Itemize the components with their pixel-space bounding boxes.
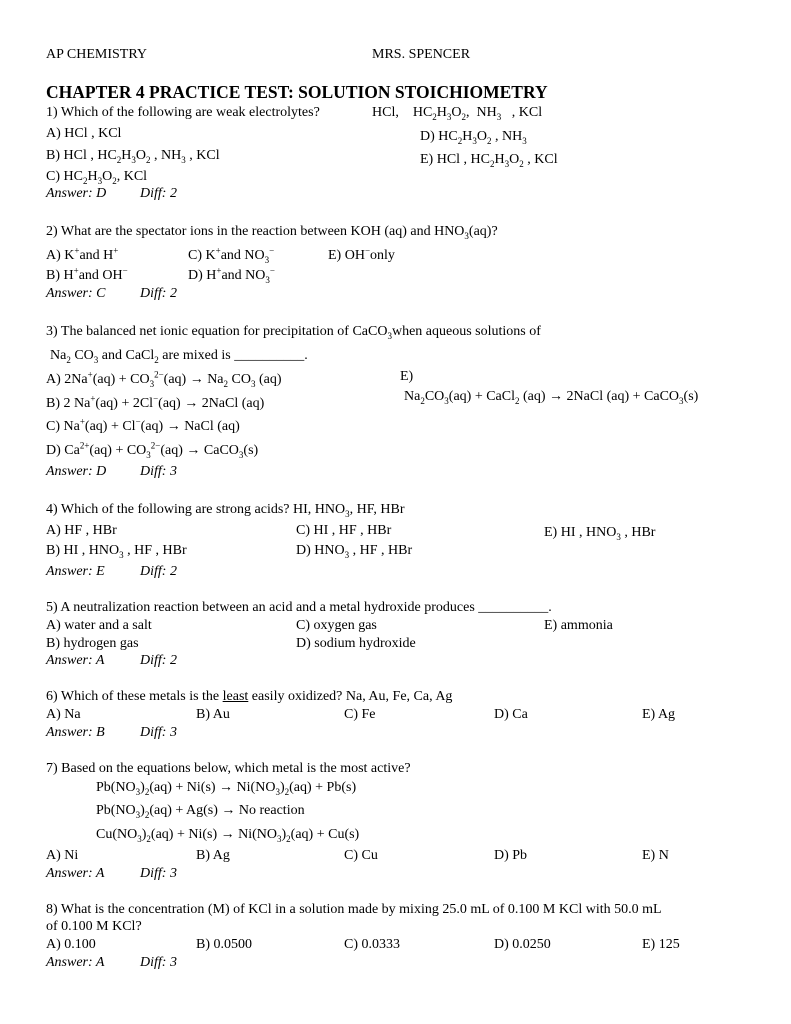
q4-option-b: B) HI , $HNO_3$ , HF , HBr	[46, 543, 187, 560]
q2-option-e: E) OH−only	[328, 245, 395, 263]
q8-answer: Answer: A	[46, 955, 105, 970]
q6-prompt: 6) Which of these metals is the least easily oxidized? Na, Au, Fe, Ca, Ag	[46, 689, 453, 704]
q4-option-c: C) HI , HF , HBr	[296, 523, 392, 538]
q3-option-d: D) $Ca^{2+}(aq) + CO_3^{2-}(aq)$ → CaCO$_3$(s)	[46, 440, 259, 460]
q6-option-a: A) Na	[46, 707, 81, 722]
q2-option-c: C) K+and $NO_3^-$	[188, 245, 275, 265]
q1-difficulty: Diff: 2	[140, 186, 177, 201]
q6-answer: Answer: B	[46, 725, 105, 740]
q7-equation-3: $Cu(NO_3)_2(aq) + Ni(s) \to Ni(NO_3)_2(aq) + Cu(s)$	[96, 827, 360, 844]
q8-option-d: D) 0.0250	[494, 937, 551, 952]
q6-difficulty: Diff: 3	[140, 725, 177, 740]
q7-difficulty: Diff: 3	[140, 866, 177, 881]
q7-option-d: D) Pb	[494, 848, 528, 863]
q5-option-c: C) oxygen gas	[296, 618, 377, 633]
q8-option-e: E) 125	[642, 937, 680, 952]
q4-answer: Answer: E	[46, 564, 105, 579]
q5-option-a: A) water and a salt	[46, 618, 152, 633]
q4-option-d: D) $HNO_3$ , HF , HBr	[296, 543, 413, 560]
q8-prompt: 8) What is the concentration (M) of KCl in a solution made by mixing 25.0 mL of 0.100 M KCl with 50.0 mL	[46, 902, 662, 917]
q1-option-a: A) HCl , KCl	[46, 126, 122, 141]
q5-option-e: E) ammonia	[544, 618, 613, 633]
course-name: AP CHEMISTRY	[46, 47, 148, 62]
q7-answer: Answer: A	[46, 866, 105, 881]
q1-option-c: C) $HC_2H_3O_2$, KCl	[46, 169, 148, 186]
page-title: CHAPTER 4 PRACTICE TEST: SOLUTION STOICHIOMETRY	[46, 82, 548, 102]
q2-prompt: 2) What are the spectator ions in the reaction between KOH (aq) and $HNO_3(aq)$?	[46, 224, 498, 241]
q5-difficulty: Diff: 2	[140, 653, 177, 668]
q4-option-e: E) HI , $HNO_3$ , HBr	[544, 525, 656, 542]
q5-prompt: 5) A neutralization reaction between an acid and a metal hydroxide produces __________.	[46, 600, 552, 615]
q2-option-a: A) K+and H+	[46, 245, 119, 263]
q7-option-b: B) Ag	[196, 848, 230, 863]
q6-option-d: D) Ca	[494, 707, 528, 722]
q8-option-c: C) 0.0333	[344, 937, 400, 952]
q7-option-c: C) Cu	[344, 848, 378, 863]
q3-option-e-label: E)	[400, 369, 414, 384]
q7-prompt: 7) Based on the equations below, which metal is the most active?	[46, 761, 411, 776]
q4-option-a: A) HF , HBr	[46, 523, 117, 538]
q3-option-b: B) 2 Na+(aq) + 2Cl−(aq) → 2NaCl (aq)	[46, 393, 265, 411]
q6-option-c: C) Fe	[344, 707, 376, 722]
q3-option-e: $Na_2CO_3(aq)$ + CaCl$_2$ (aq) → 2NaCl (aq) + CaCO$_3$(s)	[404, 389, 699, 406]
q3-option-a: A) $2Na^+(aq) + CO_3^{2-}(aq) \to Na_2$ $CO_3$ (aq)	[46, 369, 282, 389]
q7-equation-1: $Pb(NO_3)_2(aq) + Ni(s) \to Ni(NO_3)_2(aq) + Pb(s)$	[96, 780, 357, 797]
q4-prompt: 4) Which of the following are strong acids? HI, $HNO_3$, HF, HBr	[46, 502, 405, 519]
q5-option-d: D) sodium hydroxide	[296, 636, 416, 651]
q7-equation-2: $Pb(NO_3)_2(aq) + Ag(s) \to No$ reaction	[96, 803, 305, 820]
q2-option-b: B) H+and OH−	[46, 265, 128, 283]
q3-prompt-line2: $Na_2$ $CO_3$ and CaCl$_2$ are mixed is __________.	[50, 348, 308, 365]
q3-difficulty: Diff: 3	[140, 464, 177, 479]
q3-answer: Answer: D	[46, 464, 107, 479]
q7-option-e: E) N	[642, 848, 669, 863]
q6-option-b: B) Au	[196, 707, 230, 722]
q6-option-e: E) Ag	[642, 707, 676, 722]
q8-difficulty: Diff: 3	[140, 955, 177, 970]
q2-option-d: D) H+and $NO_3^-$	[188, 265, 275, 285]
q1-prompt: 1) Which of the following are weak electrolytes?	[46, 105, 320, 120]
q7-option-a: A) Ni	[46, 848, 79, 863]
q5-answer: Answer: A	[46, 653, 105, 668]
q1-answer: Answer: D	[46, 186, 107, 201]
q1-option-e: E) HCl , $HC_2H_3O_2$ , KCl	[420, 152, 558, 169]
q4-difficulty: Diff: 2	[140, 564, 177, 579]
q8-option-a: A) 0.100	[46, 937, 96, 952]
q3-option-c: C) Na+(aq) + Cl−(aq) → NaCl (aq)	[46, 416, 240, 434]
q8-option-b: B) 0.0500	[196, 937, 252, 952]
q1-option-b: B) HCl , $HC_2H_3O_2$ , $NH_3$ , KCl	[46, 148, 220, 165]
teacher-name: MRS. SPENCER	[372, 47, 471, 62]
q2-difficulty: Diff: 2	[140, 286, 177, 301]
q3-prompt: 3) The balanced net ionic equation for precipitation of CaCO$_3$when aqueous solutions of	[46, 324, 541, 341]
q1-option-d: D) $HC_2H_3O_2$ , $NH_3$	[420, 129, 527, 146]
q8-prompt-line2: of 0.100 M KCl?	[46, 919, 142, 934]
q1-list: HCl, $HC_2H_3O_2$, $NH_3$ , KCl	[372, 105, 543, 122]
q2-answer: Answer: C	[46, 286, 106, 301]
q5-option-b: B) hydrogen gas	[46, 636, 139, 651]
